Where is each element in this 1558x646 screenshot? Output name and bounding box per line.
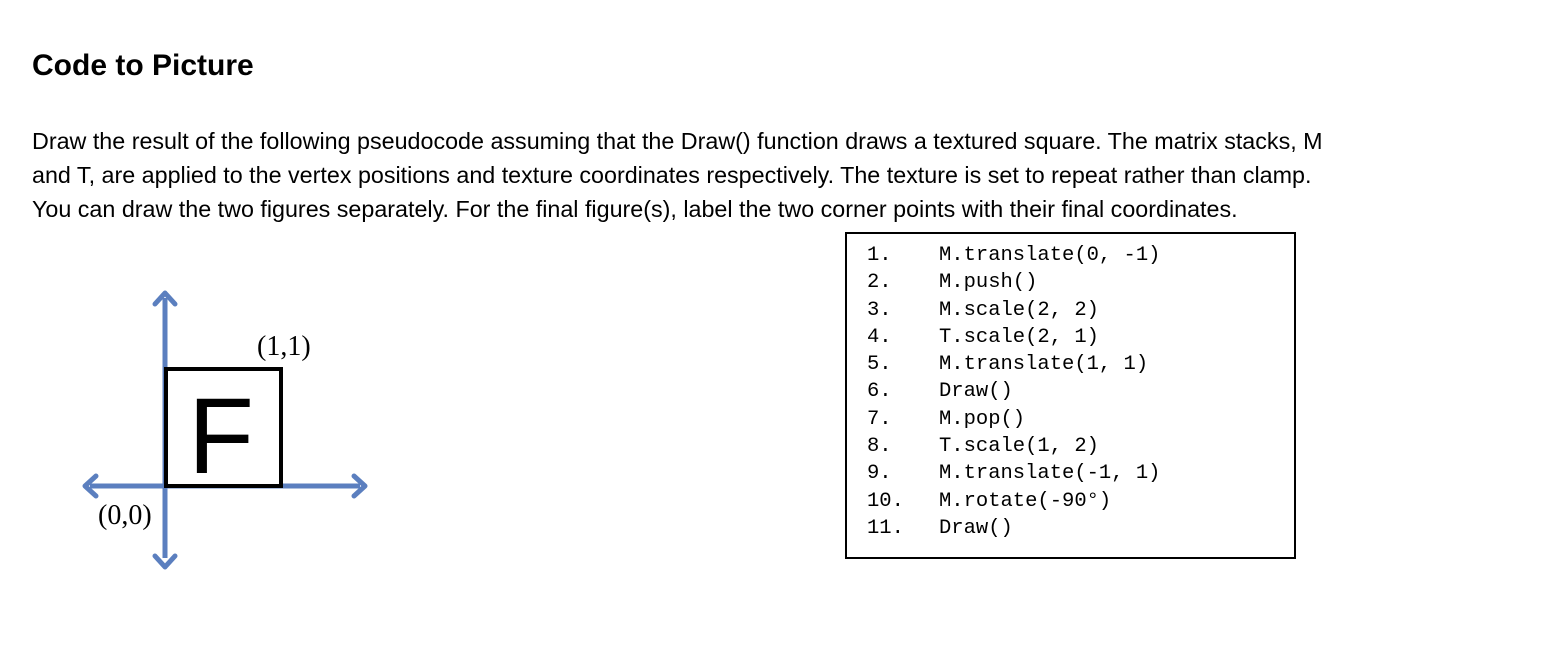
code-statement: M.pop() (939, 407, 1026, 431)
texture-letter: F (188, 375, 254, 496)
page-title: Code to Picture (32, 49, 254, 82)
figure-canvas (70, 278, 390, 578)
code-line (867, 324, 1294, 351)
code-statement: Draw() (939, 380, 1013, 404)
code-statement: Draw() (939, 516, 1013, 540)
line-number: 6. (867, 380, 892, 404)
line-number: 5. (867, 353, 892, 377)
code-statement: M.translate(-1, 1) (939, 462, 1161, 486)
code-line (867, 488, 1294, 515)
line-number: 11. (867, 516, 904, 540)
code-line (867, 351, 1294, 378)
line-number: 8. (867, 435, 892, 459)
code-line (867, 269, 1294, 296)
code-statement: M.translate(1, 1) (939, 353, 1149, 377)
corner-label-top-right: (1,1) (257, 331, 311, 362)
code-line (867, 460, 1294, 487)
code-line (867, 242, 1294, 269)
code-line (867, 297, 1294, 324)
instructions-paragraph (32, 124, 1532, 226)
pseudocode-list (847, 234, 1294, 542)
instructions-line: Draw the result of the following pseudocode assuming that the Draw() function draws a textured square. The matrix stacks, M (32, 128, 1323, 154)
code-line (867, 406, 1294, 433)
pseudocode-box (845, 232, 1296, 559)
code-statement: T.scale(1, 2) (939, 435, 1099, 459)
code-line (867, 378, 1294, 405)
code-statement: M.push() (939, 271, 1038, 295)
line-number: 1. (867, 244, 892, 267)
line-number: 7. (867, 407, 892, 431)
code-statement: M.scale(2, 2) (939, 298, 1099, 322)
instructions-line: You can draw the two figures separately. For the final figure(s), label the two corner points with their final coordinates. (32, 196, 1238, 222)
textured-square-figure (70, 278, 390, 578)
line-number: 9. (867, 462, 892, 486)
line-number: 4. (867, 325, 892, 349)
code-statement: M.rotate(-90°) (939, 489, 1112, 513)
corner-label-origin: (0,0) (98, 500, 152, 531)
line-number: 10. (867, 489, 904, 513)
instructions-line: and T, are applied to the vertex positions and texture coordinates respectively. The texture is set to repeat rather than clamp. (32, 162, 1312, 188)
line-number: 3. (867, 298, 892, 322)
code-line (867, 433, 1294, 460)
code-statement: T.scale(2, 1) (939, 325, 1099, 349)
code-statement: M.translate(0, -1) (939, 244, 1161, 267)
code-line (867, 515, 1294, 542)
line-number: 2. (867, 271, 892, 295)
